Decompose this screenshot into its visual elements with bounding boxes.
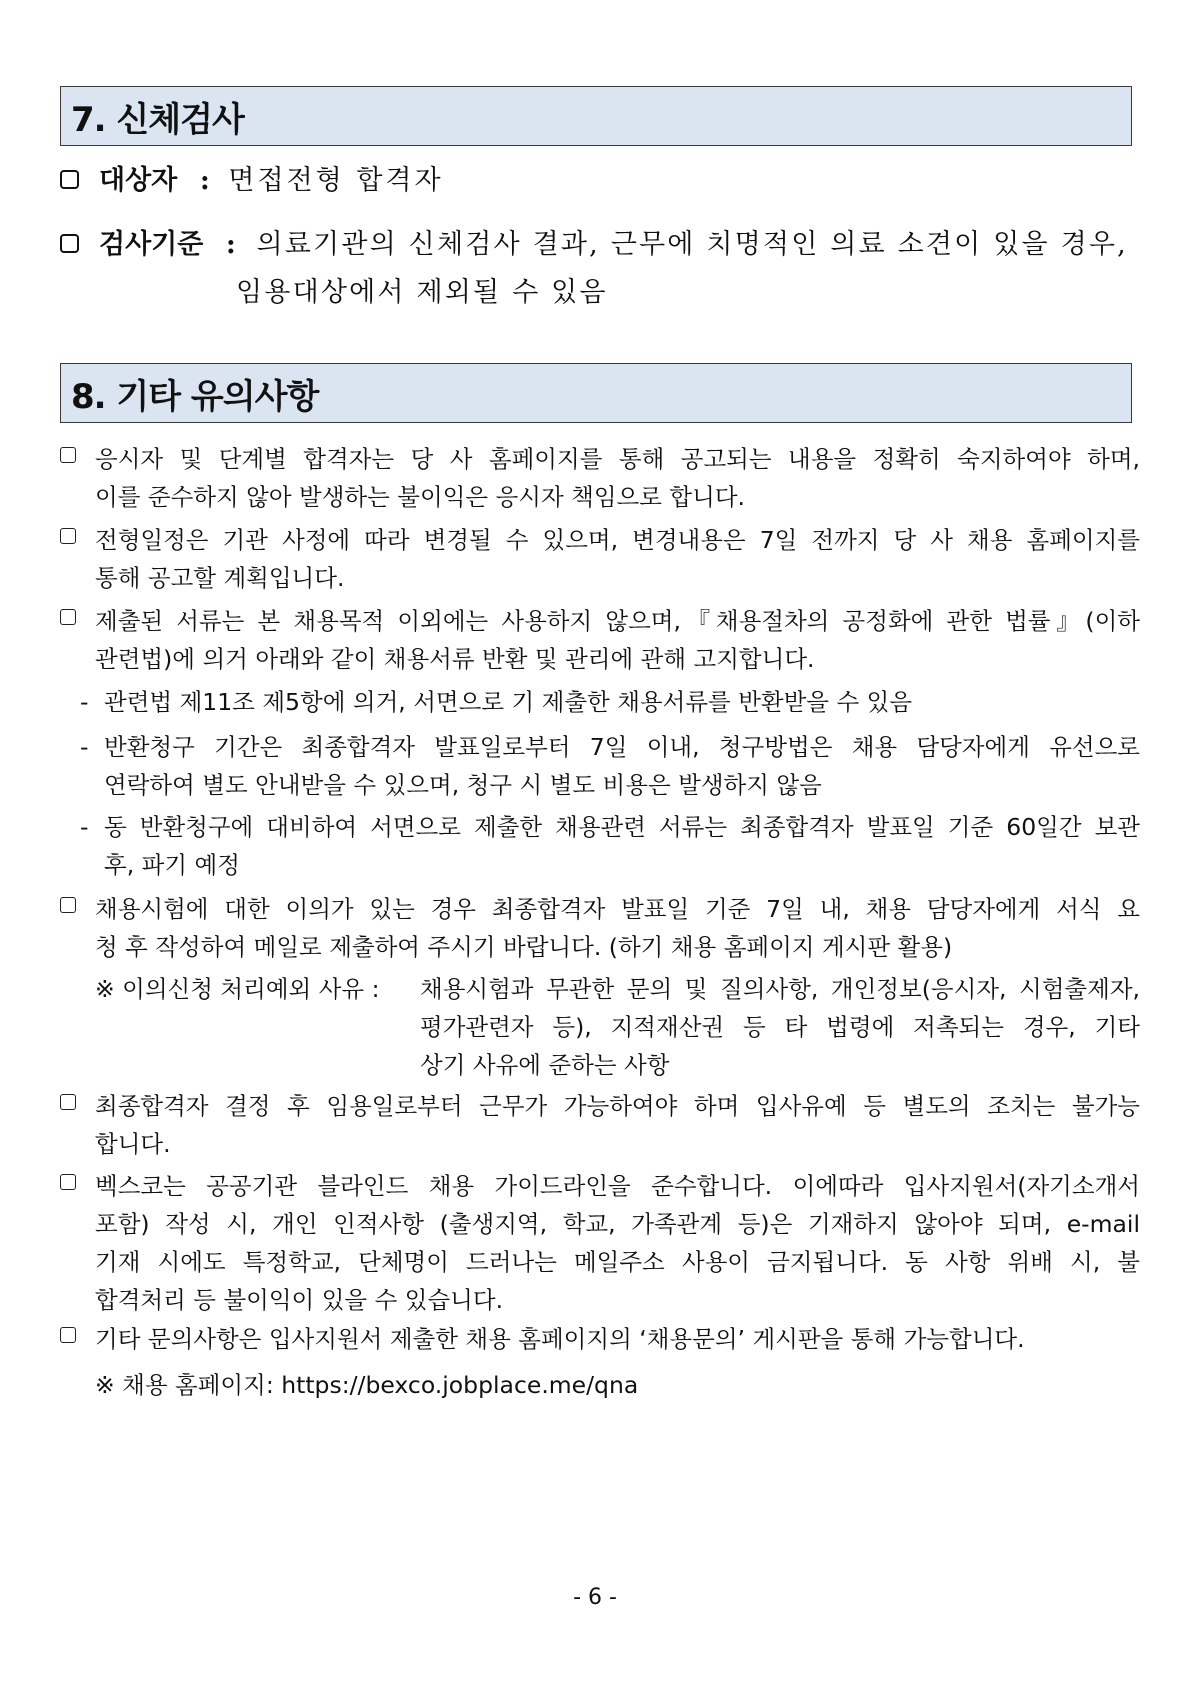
notice-item-3-line2: 관련법)에 의거 아래와 같이 채용서류 반환 및 관리에 관해 고지합니다. — [95, 645, 815, 673]
notice-item-3 — [60, 602, 1140, 678]
notice-item-4-line2: 청 후 작성하여 메일로 제출하여 주시기 바랍니다. (하기 채용 홈페이지 게시판 활용) — [95, 933, 953, 961]
notice-item-5-line1: 최종합격자 결정 후 임용일로부터 근무가 가능하여야 하며 입사유예 등 별도의 조치는 불가능 — [95, 1092, 1140, 1120]
notice-item-2-line2: 통해 공고할 계획입니다. — [95, 564, 345, 592]
checkbox-square-icon — [60, 528, 76, 544]
notice-item-1-line1: 응시자 및 단계별 합격자는 당 사 홈페이지를 통해 공고되는 내용을 정확히 숙지하여야 하며, — [95, 445, 1140, 473]
checkbox-square-icon — [60, 897, 76, 913]
checkbox-square-icon — [60, 609, 76, 625]
section-7-header — [60, 86, 1132, 146]
target-line — [60, 158, 444, 197]
exception-note-line1: 채용시험과 무관한 문의 및 질의사항, 개인정보(응시자, 시험출제자, — [420, 975, 1140, 1003]
notice-item-1 — [60, 440, 1140, 516]
checkbox-square-icon — [60, 447, 76, 463]
checkbox-square-icon — [60, 234, 79, 253]
dash-item-3-line2: 후, 파기 예정 — [104, 851, 240, 879]
criteria-text-line2: 임용대상에서 제외될 수 있음 — [236, 277, 608, 308]
exception-note-line2: 평가관련자 등), 지적재산권 등 타 법령에 저촉되는 경우, 기타 — [420, 1013, 1140, 1041]
checkbox-square-icon — [60, 1327, 76, 1343]
notice-item-2 — [60, 521, 1140, 597]
checkbox-square-icon — [60, 1174, 76, 1190]
notice-item-5-line2: 합니다. — [95, 1130, 171, 1158]
criteria-line — [60, 222, 1128, 261]
dash-mark: - — [80, 813, 89, 841]
notice-item-7 — [60, 1320, 1140, 1358]
notice-item-2-line1: 전형일정은 기관 사정에 따라 변경될 수 있으며, 변경내용은 7일 전까지 당 사 채용 홈페이지를 — [95, 526, 1140, 554]
target-value: 면접전형 합격자 — [228, 165, 444, 196]
exception-note-label: ※ 이의신청 처리예외 사유 : — [95, 975, 380, 1003]
dash-item-2-line1: 반환청구 기간은 최종합격자 발표일로부터 7일 이내, 청구방법은 채용 담당자에게 유선으로 — [104, 733, 1140, 761]
checkbox-square-icon — [60, 170, 79, 189]
notice-item-6-line3: 기재 시에도 특정학교, 단체명이 드러나는 메일주소 사용이 금지됩니다. 동 사항 위배 시, 불 — [95, 1248, 1140, 1276]
criteria-text-line1: 의료기관의 신체검사 결과, 근무에 치명적인 의료 소견이 있을 경우, — [256, 229, 1128, 260]
exception-note-line3: 상기 사유에 준하는 사항 — [420, 1051, 670, 1079]
notice-item-7-line1: 기타 문의사항은 입사지원서 제출한 채용 홈페이지의 ‘채용문의’ 게시판을 통해 가능합니다. — [95, 1325, 1025, 1353]
criteria-separator: : — [225, 229, 236, 260]
notice-item-4-line1: 채용시험에 대한 이의가 있는 경우 최종합격자 발표일 기준 7일 내, 채용 담당자에게 서식 요 — [95, 895, 1140, 923]
notice-item-6 — [60, 1167, 1140, 1319]
notice-item-4 — [60, 890, 1140, 966]
section-7-title: 7. 신체검사 — [71, 99, 244, 140]
homepage-note: ※ 채용 홈페이지: https://bexco.jobplace.me/qna — [95, 1371, 639, 1399]
section-8-header — [60, 363, 1132, 423]
exception-note-body — [420, 970, 1140, 1084]
notice-item-1-line2: 이를 준수하지 않아 발생하는 불이익은 응시자 책임으로 합니다. — [95, 483, 745, 511]
notice-item-3-line1: 제출된 서류는 본 채용목적 이외에는 사용하지 않으며,『채용절차의 공정화에 관한 법률』(이하 — [95, 607, 1140, 635]
notice-item-6-line2: 포함) 작성 시, 개인 인적사항 (출생지역, 학교, 가족관계 등)은 기재하지 않아야 되며, e-mail — [95, 1210, 1140, 1238]
dash-item-3 — [80, 808, 1140, 884]
checkbox-square-icon — [60, 1094, 76, 1110]
section-8-title: 8. 기타 유의사항 — [71, 376, 319, 417]
notice-item-6-line1: 벡스코는 공공기관 블라인드 채용 가이드라인을 준수합니다. 이에따라 입사지원서(자기소개서 — [95, 1172, 1140, 1200]
dash-item-2-line2: 연락하여 별도 안내받을 수 있으며, 청구 시 별도 비용은 발생하지 않음 — [104, 771, 822, 799]
dash-item-2 — [80, 728, 1140, 804]
dash-item-1 — [80, 683, 1140, 721]
notice-item-6-line4: 합격처리 등 불이익이 있을 수 있습니다. — [95, 1286, 504, 1314]
target-separator: : — [199, 165, 210, 196]
notice-item-5 — [60, 1087, 1140, 1163]
dash-item-3-line1: 동 반환청구에 대비하여 서면으로 제출한 채용관련 서류는 최종합격자 발표일 기준 60일간 보관 — [104, 813, 1140, 841]
target-label: 대상자 — [99, 165, 178, 196]
dash-mark: - — [80, 733, 89, 761]
page-number: - 6 - — [573, 1585, 617, 1610]
dash-mark: - — [80, 688, 89, 716]
dash-item-1-text: 관련법 제11조 제5항에 의거, 서면으로 기 제출한 채용서류를 반환받을 수 있음 — [104, 688, 913, 716]
criteria-label: 검사기준 — [99, 229, 204, 260]
